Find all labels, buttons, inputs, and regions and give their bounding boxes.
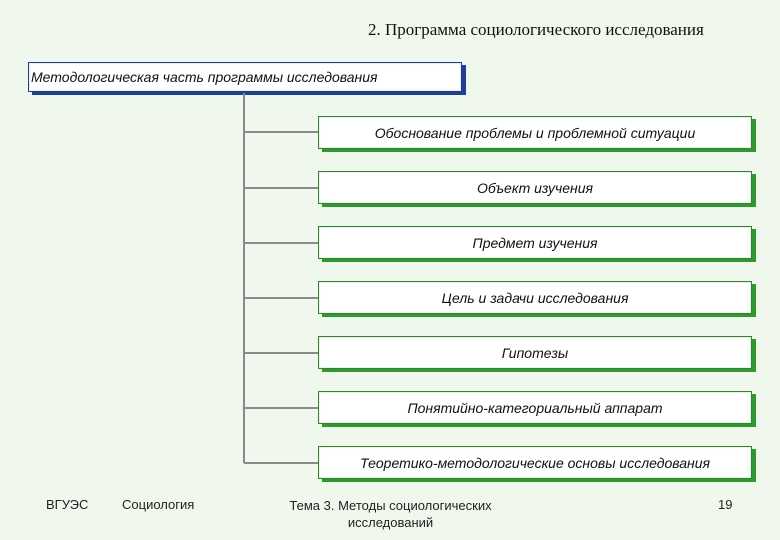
child-node-box	[318, 446, 752, 479]
child-node-label: Объект изучения	[477, 179, 593, 196]
child-node-box	[318, 171, 752, 204]
connector-branch	[244, 407, 319, 409]
root-node-label: Методологическая часть программы исследования	[31, 69, 378, 85]
child-node-label: Предмет изучения	[472, 234, 598, 251]
child-node-label: Понятийно-категориальный аппарат	[407, 399, 663, 416]
slide-title: 2. Программа социологического исследования	[368, 20, 704, 39]
child-node-label: Теоретико-методологические основы исследования	[360, 454, 710, 471]
connector-branch	[244, 297, 319, 299]
footer-topic: Тема 3. Методы социологических исследований	[289, 498, 492, 530]
child-node-box	[318, 391, 752, 424]
connector-branch	[244, 131, 319, 133]
root-node-box	[28, 62, 462, 92]
connector-branch	[244, 187, 319, 189]
child-node-label: Обоснование проблемы и проблемной ситуации	[374, 124, 696, 141]
child-node-box	[318, 336, 752, 369]
child-node-label: Гипотезы	[501, 344, 569, 361]
child-node-box	[318, 281, 752, 314]
child-node-box	[318, 226, 752, 259]
connector-branch	[244, 242, 319, 244]
connector-branch	[244, 462, 319, 464]
child-node-label: Цель и задачи исследования	[441, 289, 629, 306]
footer-organization: ВГУЭС	[46, 497, 89, 512]
connector-branch	[244, 352, 319, 354]
footer-page-number: 19	[718, 497, 733, 512]
child-node-box	[318, 116, 752, 149]
footer-subject: Социология	[122, 497, 195, 512]
